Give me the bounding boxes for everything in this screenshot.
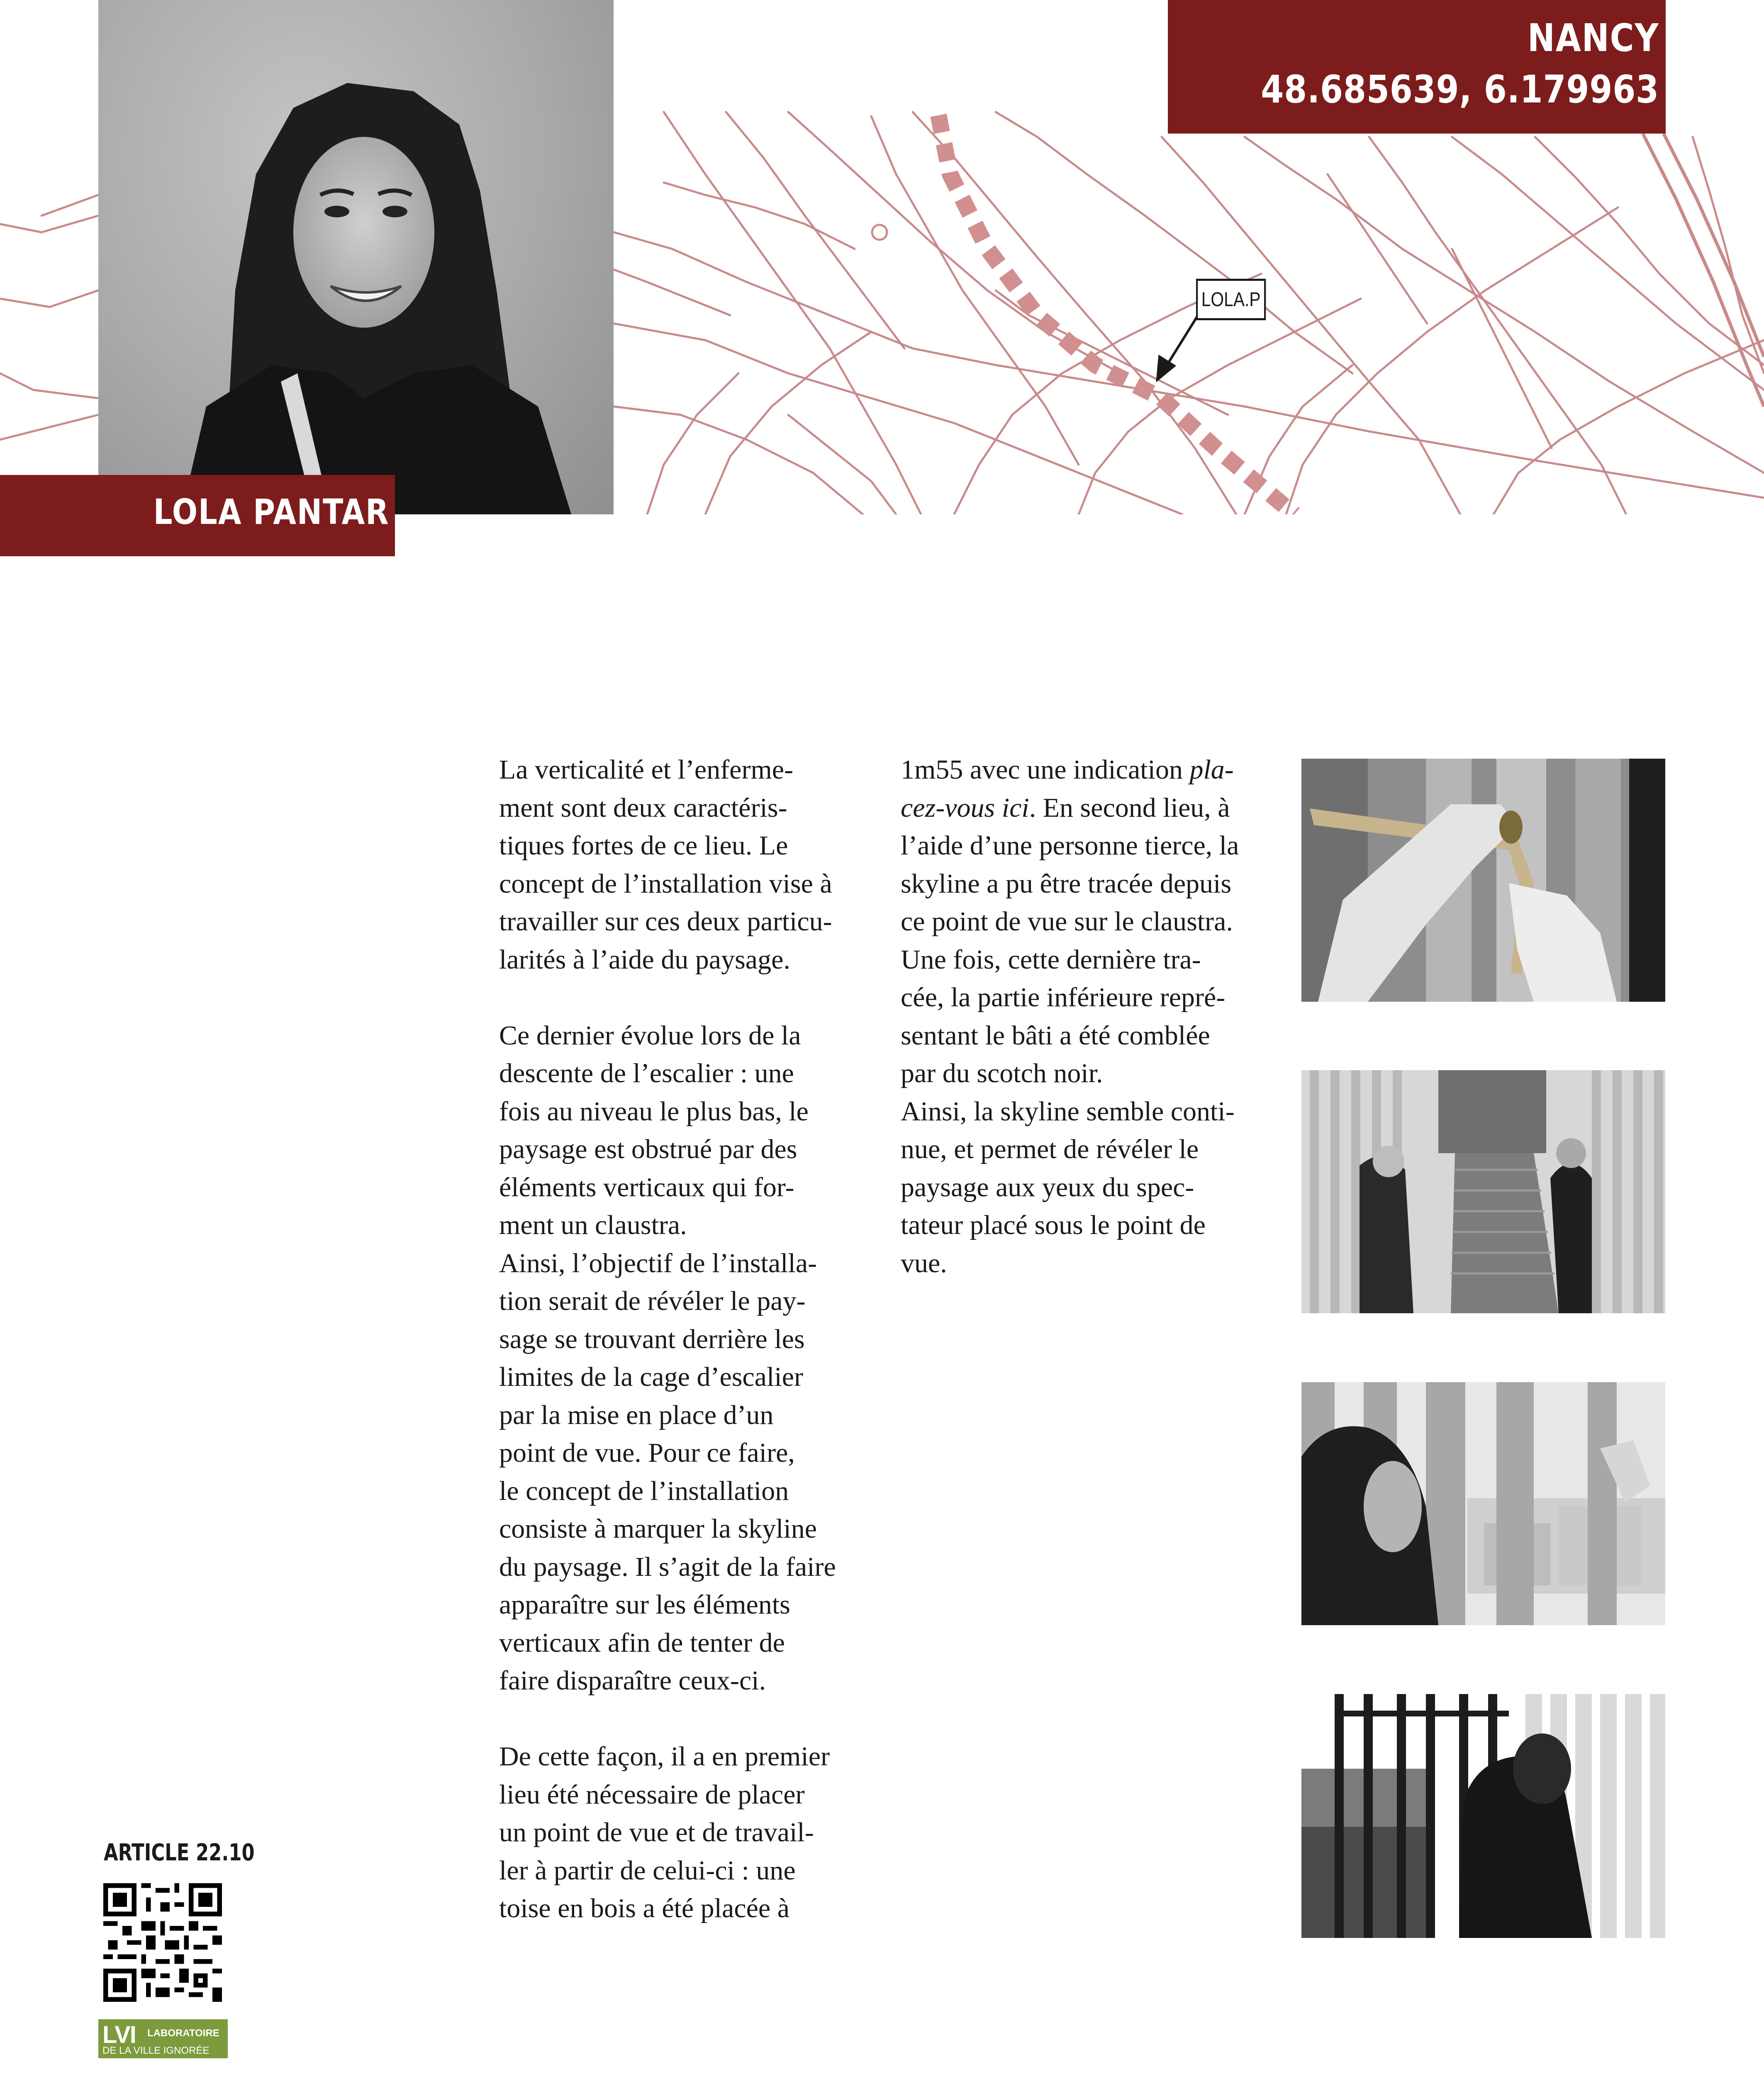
text-line: faire disparaître ceux-ci. — [499, 1665, 766, 1696]
text-line: Ainsi, l’objectif de l’installa- — [499, 1248, 817, 1278]
text-line: sage se trouvant derrière les — [499, 1324, 805, 1354]
text-line: concept de l’installation vise à — [499, 868, 832, 899]
logo-mark: LVI — [102, 2021, 136, 2048]
qr-code[interactable] — [100, 1883, 225, 2002]
photo-view-through-fence — [1301, 1694, 1665, 1938]
text-line: Une fois, cette dernière tra- — [901, 944, 1201, 975]
text-line: verticaux afin de tenter de — [499, 1627, 785, 1658]
text-line: 1m55 avec une indication pla- — [901, 755, 1234, 785]
city-name: NANCY — [1527, 16, 1659, 60]
text-line: tateur placé sous le point de — [901, 1210, 1206, 1240]
logo-line-2: DE LA VILLE IGNORÉE — [102, 2045, 210, 2056]
text-line: cée, la partie inférieure repré- — [901, 982, 1226, 1013]
location-banner — [1168, 0, 1666, 134]
text-line: La verticalité et l’enferme- — [499, 755, 794, 785]
text-line: le concept de l’installation — [499, 1475, 789, 1506]
text-line: travailler sur ces deux particu- — [499, 906, 832, 937]
portrait-photo — [98, 0, 614, 514]
map-marker-label: LOLA.P — [1196, 279, 1266, 320]
text-line: Ce dernier évolue lors de la — [499, 1020, 801, 1051]
text-line: cez-vous ici. En second lieu, à — [901, 792, 1230, 823]
text-line: larités à l’aide du paysage. — [499, 944, 790, 975]
text-line: du paysage. Il s’agit de la faire — [499, 1551, 836, 1582]
text-line: Ainsi, la skyline semble conti- — [901, 1096, 1235, 1127]
text-line: De cette façon, il a en premier — [499, 1741, 830, 1772]
photo-staircase — [1301, 1070, 1665, 1313]
article-reference: ARTICLE 22.10 — [104, 1839, 255, 1866]
text-line: ler à partir de celui-ci : une — [499, 1855, 796, 1886]
text-line: par du scotch noir. — [901, 1058, 1103, 1088]
logo-line-1: LABORATOIRE — [147, 2028, 219, 2039]
text-line: l’aide d’une personne tierce, la — [901, 830, 1239, 861]
paragraph-gap — [499, 1700, 872, 1738]
text-line: point de vue. Pour ce faire, — [499, 1438, 795, 1468]
text-line: consiste à marquer la skyline — [499, 1514, 817, 1544]
article-text-right-column — [901, 751, 1274, 1282]
photo-tracing-skyline — [1301, 1382, 1665, 1625]
text-line: descente de l’escalier : une — [499, 1058, 794, 1088]
text-line: nue, et permet de révéler le — [901, 1134, 1199, 1164]
text-line: éléments verticaux qui for- — [499, 1172, 794, 1203]
text-line: toise en bois a été placée à — [499, 1893, 789, 1923]
photo-measuring-tape — [1301, 759, 1665, 1002]
article-paragraphs — [499, 751, 872, 1928]
paragraph-gap — [499, 979, 872, 1017]
text-line: ce point de vue sur le claustra. — [901, 906, 1233, 937]
text-line: vue. — [901, 1248, 947, 1278]
text-line: skyline a pu être tracée depuis — [901, 868, 1232, 899]
name-banner — [0, 475, 395, 556]
text-line: tiques fortes de ce lieu. Le — [499, 830, 788, 861]
text-line: paysage est obstrué par des — [499, 1134, 797, 1164]
text-line: fois au niveau le plus bas, le — [499, 1096, 809, 1127]
text-line: ment un claustra. — [499, 1210, 687, 1240]
text-line: paysage aux yeux du spec- — [901, 1172, 1194, 1203]
text-line: lieu été nécessaire de placer — [499, 1779, 805, 1810]
text-line: tion serait de révéler le pay- — [499, 1286, 806, 1316]
text-line: ment sont deux caractéris- — [499, 792, 787, 823]
text-line: limites de la cage d’escalier — [499, 1362, 803, 1392]
text-line: un point de vue et de travail- — [499, 1817, 814, 1848]
text-line: par la mise en place d’un — [499, 1400, 774, 1430]
coordinates: 48.685639, 6.179963 — [1261, 67, 1659, 112]
article-text-left-column — [499, 751, 872, 1928]
person-name: LOLA PANTAR — [153, 492, 389, 532]
text-line: apparaître sur les éléments — [499, 1590, 790, 1620]
lvi-logo — [98, 2019, 228, 2058]
text-line: sentant le bâti a été comblée — [901, 1020, 1210, 1051]
